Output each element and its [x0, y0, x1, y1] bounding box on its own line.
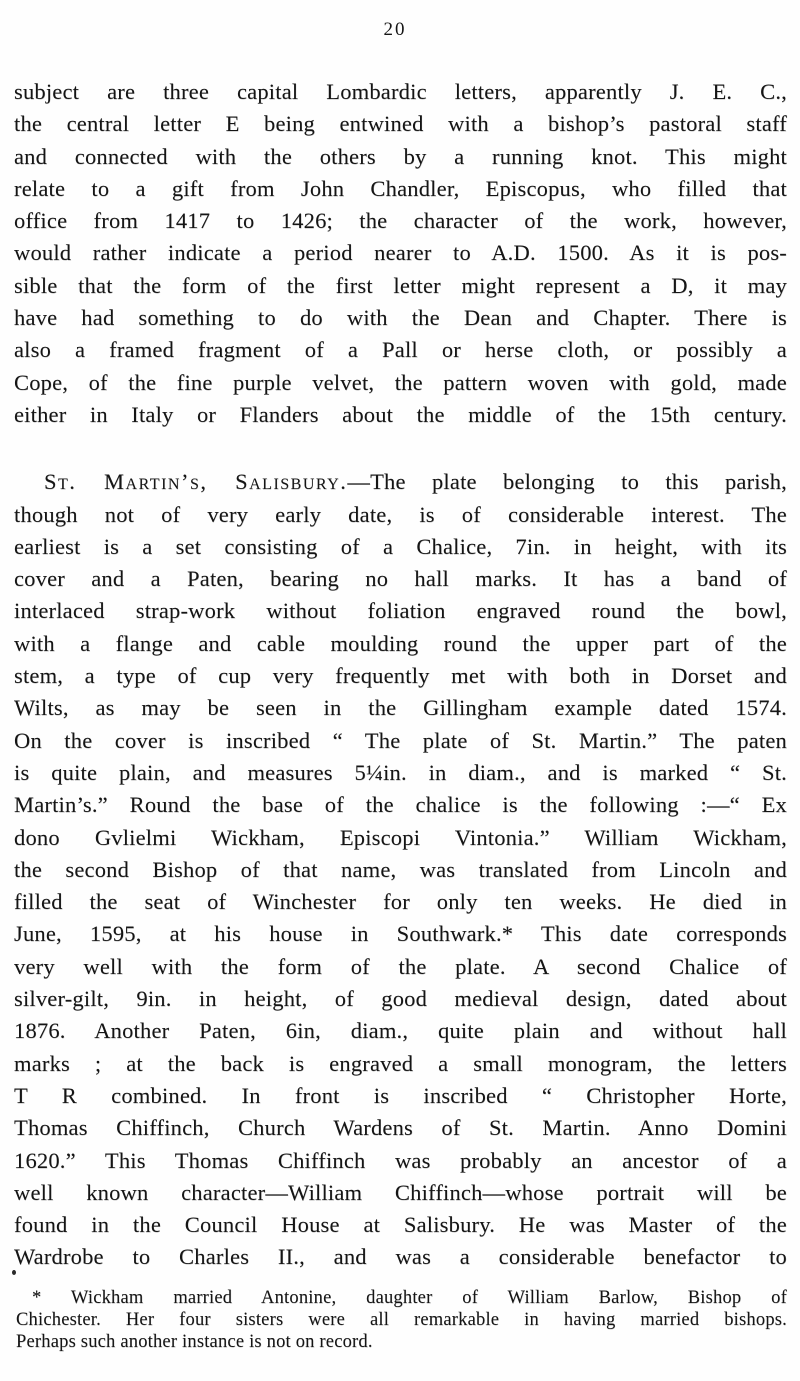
text-line: Wilts, as may be seen in the Gillingham example dated 1574. [14, 695, 787, 721]
scan-artifact-dot [12, 1270, 16, 1275]
text-line: also a framed fragment of a Pall or herse cloth, or possibly a [14, 337, 787, 363]
text-line: marks ; at the back is engraved a small monogram, the letters [14, 1050, 787, 1076]
page-body [14, 76, 787, 1274]
text-line: interlaced strap-work without foliation engraved round the bowl, [14, 598, 787, 624]
text-line: well known character—William Chiffinch—whose portrait will be [14, 1179, 787, 1205]
text-line: would rather indicate a period nearer to A.D. 1500. As it is pos- [14, 240, 787, 266]
text-line: the central letter E being entwined with a bishop’s pastoral staff [14, 111, 787, 137]
text-line: filled the seat of Winchester for only ten weeks. He died in [14, 889, 787, 915]
text-line: with a flange and cable moulding round the upper part of the [14, 630, 787, 656]
text-line: T R combined. In front is inscribed “ Christopher Horte, [14, 1082, 787, 1108]
text-line: dono Gvlielmi Wickham, Episcopi Vintonia.” William Wickham, [14, 824, 787, 850]
text-line: 1620.” This Thomas Chiffinch was probably an ancestor of a [14, 1147, 787, 1173]
text-line: 1876. Another Paten, 6in, diam., quite plain and without hall [14, 1018, 787, 1044]
text-line: silver-gilt, 9in. in height, of good medieval design, dated about [14, 986, 787, 1012]
text-line: Martin’s.” Round the base of the chalice is the following :—“ Ex [14, 792, 787, 818]
text-line: Perhaps such another instance is not on record. [16, 1331, 373, 1352]
text-line: have had something to do with the Dean and Chapter. There is [14, 305, 787, 331]
text-line: relate to a gift from John Chandler, Episcopus, who filled that [14, 175, 787, 201]
text-line: found in the Council House at Salisbury. He was Master of the [14, 1212, 787, 1238]
text-line: * Wickham married Antonine, daughter of William Barlow, Bishop of [32, 1288, 787, 1308]
section-heading-smallcaps: St. Martin’s, Salisbury. [44, 469, 348, 495]
text-line: stem, a type of cup very frequently met with both in Dorset and [14, 663, 787, 689]
footnote [16, 1288, 787, 1353]
text-line: subject are three capital Lombardic letters, apparently J. E. C., [14, 79, 787, 104]
paragraph [14, 466, 787, 1273]
text-line: the second Bishop of that name, was translated from Lincoln and [14, 856, 787, 882]
text-line: Thomas Chiffinch, Church Wardens of St. Martin. Anno Domini [14, 1115, 787, 1141]
text-line: Chichester. Her four sisters were all remarkable in having married bishops. [16, 1309, 787, 1330]
text-line: earliest is a set consisting of a Chalice, 7in. in height, with its [14, 533, 787, 559]
page-number: 20 [383, 19, 407, 40]
paragraph [14, 76, 787, 431]
text-line: and connected with the others by a running knot. This might [14, 143, 787, 169]
text-line: June, 1595, at his house in Southwark.* This date corresponds [14, 921, 787, 947]
text-line: Wardrobe to Charles II., and was a considerable benefactor to [14, 1244, 787, 1270]
text-line: sible that the form of the first letter might represent a D, it may [14, 272, 787, 298]
text-line: is quite plain, and measures 5¼in. in diam., and is marked “ St. [14, 759, 787, 785]
text-line: cover and a Paten, bearing no hall marks. It has a band of [14, 566, 787, 592]
text-line: either in Italy or Flanders about the middle of the 15th century. [14, 401, 787, 427]
text-line: office from 1417 to 1426; the character of the work, however, [14, 208, 787, 234]
text-line: St. Martin’s, Salisbury.—The plate belonging to this parish, [44, 469, 787, 495]
text-line: though not of very early date, is of considerable interest. The [14, 501, 787, 527]
text-line: very well with the form of the plate. A second Chalice of [14, 953, 787, 979]
text-line: On the cover is inscribed “ The plate of St. Martin.” The paten [14, 727, 787, 753]
text-line: Cope, of the fine purple velvet, the pattern woven with gold, made [14, 369, 787, 395]
